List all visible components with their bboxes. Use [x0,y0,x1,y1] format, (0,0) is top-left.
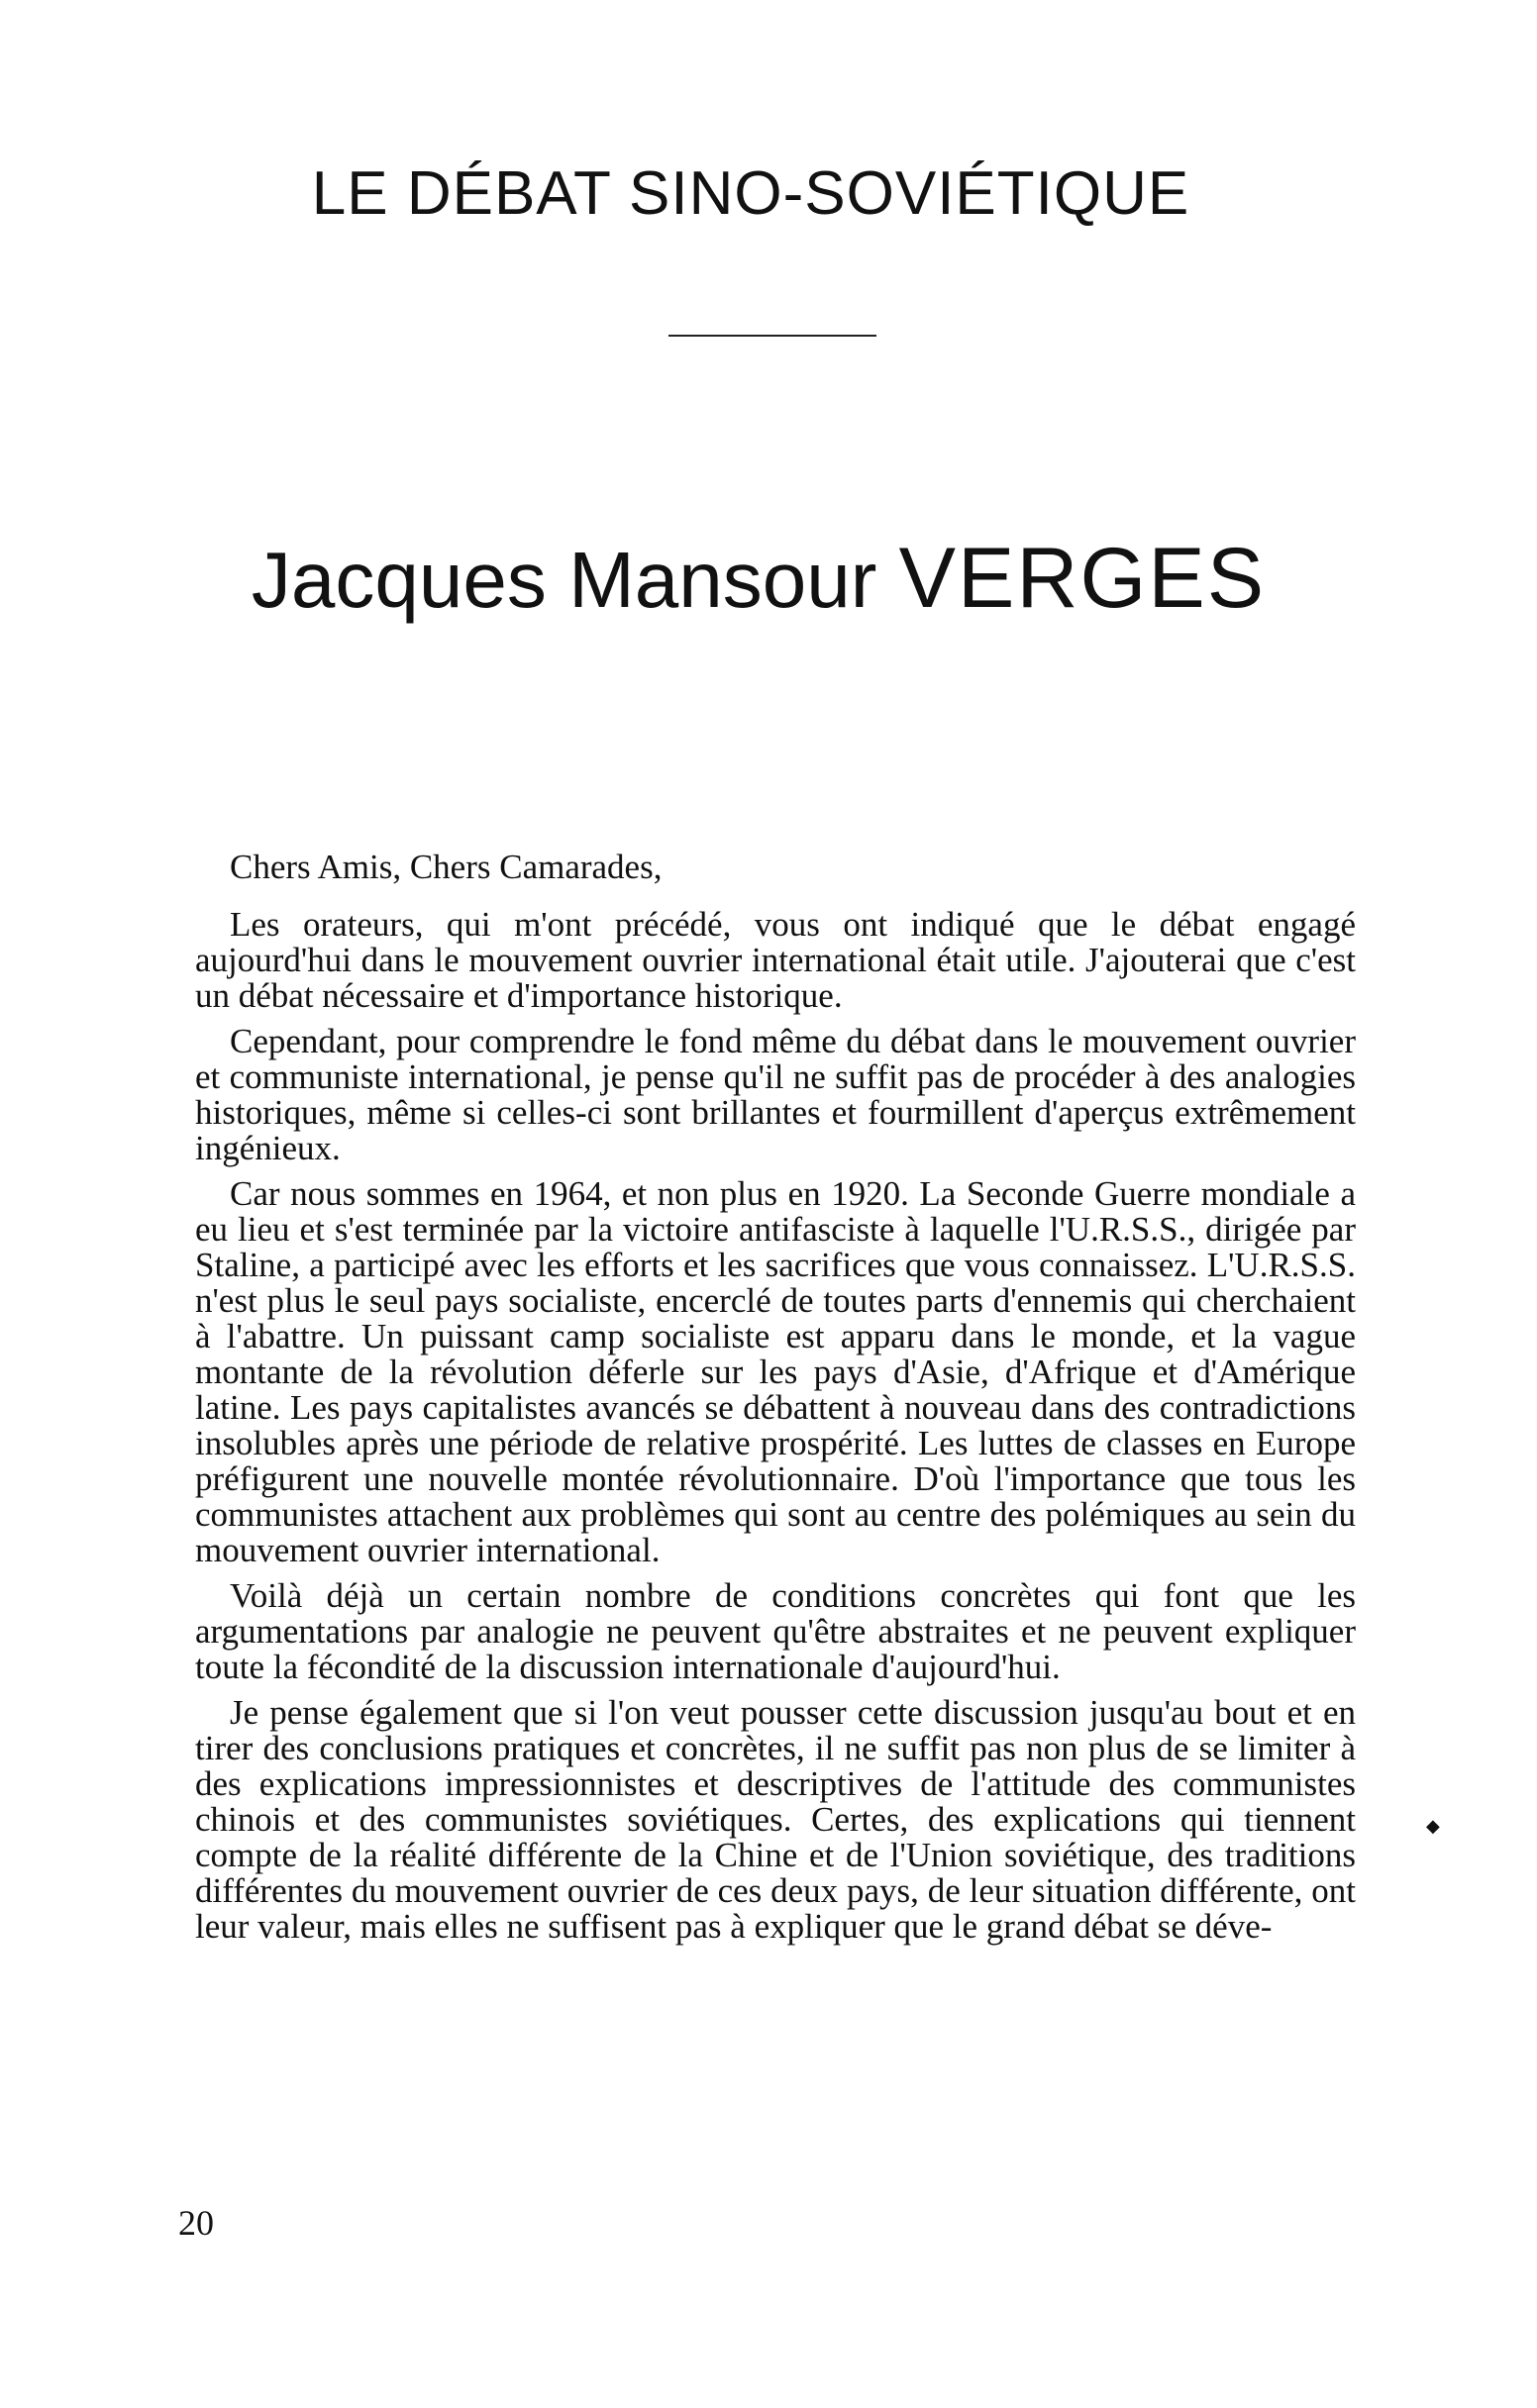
author-name [0,530,1527,628]
author-given-names: Jacques Mansour [251,536,877,624]
page-number: 20 [178,2203,214,2243]
paragraph-3: Car nous sommes en 1964, et non plus en 1920. La Seconde Guerre mondiale a eu lieu et s'est terminée par la victoire antifasciste à laquelle l'U.R.S.S., dirigée par Staline, a participé avec les efforts et les sacrifices que vous connaissez. L'U.R.S.S. n'est plus le seul pays socialiste, encerclé de toutes parts d'ennemis qui cherchaient à l'abattre. Un puissant camp socialiste est apparu dans le monde, et la vague montante de la révolution déferle sur les pays d'Asie, d'Afrique et d'Amérique latine. Les pays capitalistes avancés se débattent à nouveau dans des contradictions insolubles après une période de relative prospérité. Les luttes de classes en Europe préfigurent une nouvelle montée révolutionnaire. D'où l'importance que tous les communistes attachent aux problèmes qui sont au centre des polémiques au sein du mouvement ouvrier international. [195,1174,1356,1569]
paragraph-5: Je pense également que si l'on veut pousser cette discussion jusqu'au bout et en tirer des conclusions pratiques et concrètes, il ne suffit pas non plus de se limiter à des explications impressionnistes et descriptives de l'attitude des communistes chinois et des communistes soviétiques. Certes, des explications qui tiennent compte de la réalité différente de la Chine et de l'Union soviétique, des traditions différentes du mouvement ouvrier de ces deux pays, de leur situation différente, ont leur valeur, mais elles ne suffisent pas à expliquer que le grand débat se déve- [195,1693,1356,1946]
margin-mark-icon: ◆ [1426,1816,1440,1837]
paragraph-1: Les orateurs, qui m'ont précédé, vous ont indiqué que le débat engagé aujourd'hui dans le mouvement ouvrier international était utile. J'ajouterai que c'est un débat nécessaire et d'importance historique. [195,905,1356,1015]
paragraph-4: Voilà déjà un certain nombre de conditions concrètes qui font que les argumentations par analogie ne peuvent qu'être abstraites et ne peuvent expliquer toute la fécondité de la discussion internationale d'aujourd'hui. [195,1576,1356,1686]
author-surname: VERGES [898,531,1267,626]
page-title: LE DÉBAT SINO-SOVIÉTIQUE [311,159,1190,228]
greeting: Chers Amis, Chers Camarades, [230,848,663,886]
paragraph-2: Cependant, pour comprendre le fond même du débat dans le mouvement ouvrier et communiste international, je pense qu'il ne suffit pas de procéder à des analogies historiques, même si celles-ci sont brillantes et fourmillent d'aperçus extrêmement ingénieux. [195,1022,1356,1167]
title-divider [668,335,876,337]
article-body [195,850,1356,1955]
